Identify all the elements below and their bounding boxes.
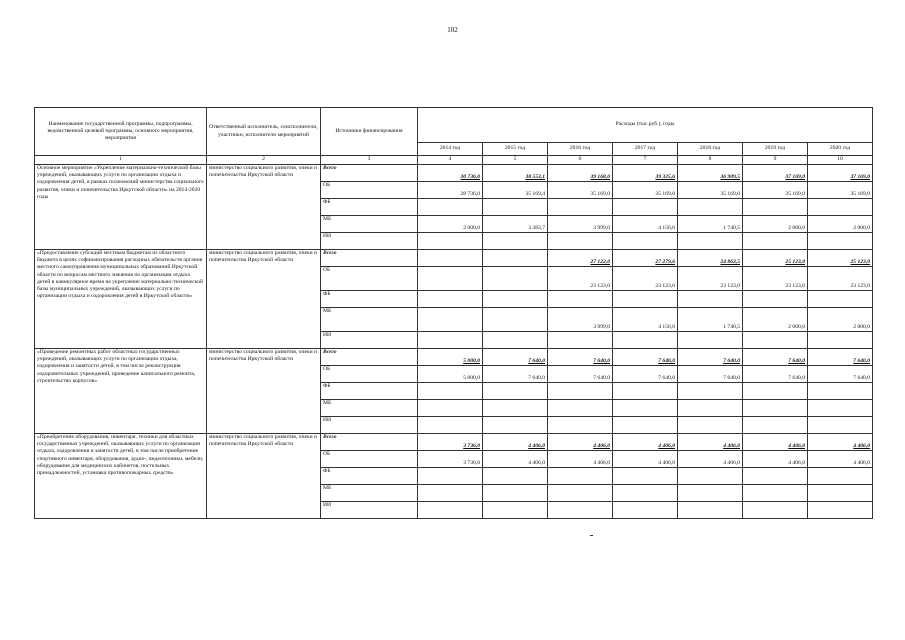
expense-value: 1 740,5 <box>678 216 743 233</box>
expense-value: 4 406,0 <box>548 434 613 451</box>
expense-value: 4 406,0 <box>613 434 678 451</box>
expense-value: 7 640,0 <box>613 349 678 366</box>
expense-value <box>678 199 743 216</box>
activity-name: Основное мероприятие «Укрепление материально-технической базы учреждений, оказывающих услуги по организации отдыха и оздоровления детей, в рамках полномочий министерства социального развития, опеки и попечительства Иркутской области» на 2014-2020 годы <box>35 165 207 250</box>
page-number: 102 <box>447 26 458 34</box>
expense-value <box>483 267 548 291</box>
expense-value: 1 740,5 <box>678 308 743 332</box>
header-col-number: 5 <box>483 156 548 165</box>
expense-value: 7 640,0 <box>678 349 743 366</box>
expense-value: 35 169,0 <box>613 182 678 199</box>
expense-value <box>613 291 678 308</box>
expense-value: 4 406,0 <box>743 451 808 468</box>
expense-value <box>613 485 678 502</box>
expense-value <box>483 417 548 434</box>
expense-value: 5 000,0 <box>418 366 483 383</box>
activity-name: «Предоставление субсидий местным бюджетам из областного бюджета в целях софинансирования расходных обязательств органов местного самоуправления муниципальных образований Иркутской области по вопросам местного значения по организации отдыха детей в каникулярное время на укрепление материально-технической базы муниципальных учреждений, оказывающих услуги по организации отдыха и оздоровления детей в Иркутской области» <box>35 250 207 349</box>
expense-value <box>613 502 678 519</box>
expenditure-table <box>34 107 873 519</box>
expense-value: 7 640,0 <box>613 366 678 383</box>
header-year: 2014 год <box>418 143 483 156</box>
expense-value <box>548 485 613 502</box>
expense-value: 35 169,0 <box>548 182 613 199</box>
expense-value <box>418 383 483 400</box>
expense-value: 28 736,0 <box>418 182 483 199</box>
expense-value <box>548 199 613 216</box>
expense-value <box>678 468 743 485</box>
expense-value <box>678 502 743 519</box>
expense-value <box>678 383 743 400</box>
expense-value: 3 736,0 <box>418 434 483 451</box>
expense-value <box>483 332 548 349</box>
expense-value: 37 169,0 <box>808 165 873 182</box>
expense-value <box>743 383 808 400</box>
expense-value <box>743 417 808 434</box>
expense-value <box>483 291 548 308</box>
funding-source: ФБ <box>321 468 418 485</box>
expense-value: 4 406,0 <box>613 451 678 468</box>
expense-value <box>678 400 743 417</box>
header-name: Наименование государственной программы, подпрограммы, ведомственной целевой программы, основного мероприятия, мероприятия <box>35 108 207 156</box>
expense-value <box>743 502 808 519</box>
expense-value: 3 736,0 <box>418 451 483 468</box>
expense-value <box>743 332 808 349</box>
expense-value: 4 406,0 <box>808 434 873 451</box>
expense-value <box>613 199 678 216</box>
expense-value: 23 123,0 <box>808 267 873 291</box>
funding-source: ФБ <box>321 383 418 400</box>
expense-value <box>678 485 743 502</box>
header-col-number: 7 <box>613 156 678 165</box>
activity-executor: министерство социального развития, опеки и попечительства Иркутской области <box>207 434 321 519</box>
expense-value: 4 406,0 <box>483 451 548 468</box>
table-row <box>35 250 873 267</box>
expense-value: 7 640,0 <box>548 349 613 366</box>
expense-value <box>808 233 873 250</box>
expense-value <box>548 417 613 434</box>
funding-source: ФБ <box>321 291 418 308</box>
funding-source: ОБ <box>321 182 418 199</box>
expense-value: 35 169,4 <box>483 182 548 199</box>
expense-value: 35 169,0 <box>678 182 743 199</box>
expense-value: 25 123,0 <box>808 250 873 267</box>
activity-executor: министерство социального развития, опеки и попечительства Иркутской области <box>207 349 321 434</box>
funding-source: Всего <box>321 434 418 451</box>
expense-value <box>613 233 678 250</box>
expense-value <box>613 400 678 417</box>
expense-value <box>483 502 548 519</box>
expense-value <box>808 291 873 308</box>
expense-value <box>483 308 548 332</box>
expense-value: 39 325,6 <box>613 165 678 182</box>
expense-value <box>808 383 873 400</box>
expense-value <box>483 485 548 502</box>
expense-value: 2 000,0 <box>743 216 808 233</box>
header-year: 2018 год <box>678 143 743 156</box>
expense-value: 7 640,0 <box>483 349 548 366</box>
expense-value: 27 279,6 <box>613 250 678 267</box>
header-col-number: 2 <box>207 156 321 165</box>
expense-value: 2 000,0 <box>743 308 808 332</box>
funding-source: ОБ <box>321 267 418 291</box>
expense-value <box>418 199 483 216</box>
expense-value <box>743 400 808 417</box>
funding-source: Всего <box>321 250 418 267</box>
header-col-number: 10 <box>808 156 873 165</box>
funding-source: МБ <box>321 308 418 332</box>
funding-source: ИИ <box>321 502 418 519</box>
expense-value <box>678 291 743 308</box>
funding-source: МБ <box>321 216 418 233</box>
activity-name: «Приобретение оборудования, инвентаря, техники для областных государственных учреждений, оказывающих услуги по организации отдыха, оздоровления и занятости детей, в том числе приобретение спортивного инвентаря, оборудования, аудио-, видеотехники, мебели, оборудования для медицинских кабинетов, постельных принадлежностей, установка противопожарных средств» <box>35 434 207 519</box>
expense-value: 7 640,0 <box>743 366 808 383</box>
expense-value <box>743 485 808 502</box>
funding-source: ОБ <box>321 366 418 383</box>
expense-value <box>808 400 873 417</box>
expense-value: 5 000,0 <box>418 349 483 366</box>
expense-value: 4 406,0 <box>678 434 743 451</box>
expense-value <box>808 468 873 485</box>
expense-value: 7 640,0 <box>678 366 743 383</box>
expense-value <box>418 400 483 417</box>
header-col-number: 4 <box>418 156 483 165</box>
expense-value: 3 383,7 <box>483 216 548 233</box>
expense-value <box>548 502 613 519</box>
activity-name: «Проведение ремонтных работ областных государственных учреждений, оказывающих услуги по организации отдыха, оздоровления и занятости детей, в том числе реконструкция оздоровительных учреждений, проведение капитального ремонта, строительство корпусов» <box>35 349 207 434</box>
expense-value <box>808 199 873 216</box>
expense-value: 7 640,0 <box>548 366 613 383</box>
expense-value: 3 999,0 <box>548 308 613 332</box>
expense-value <box>483 468 548 485</box>
activity-executor: министерство социального развития, опеки и попечительства Иркутской области <box>207 165 321 250</box>
header-expenses: Расходы (тыс.руб.), годы <box>418 108 873 143</box>
expense-value: 35 169,0 <box>808 182 873 199</box>
expense-value <box>483 233 548 250</box>
header-year: 2015 год <box>483 143 548 156</box>
expense-value <box>613 468 678 485</box>
expense-value: 4 406,0 <box>483 434 548 451</box>
expense-value: 4 406,0 <box>678 451 743 468</box>
expense-value <box>418 332 483 349</box>
expense-value: 7 640,0 <box>808 349 873 366</box>
scan-mark <box>590 535 593 536</box>
expense-value <box>678 233 743 250</box>
expense-value <box>483 400 548 417</box>
expense-value: 4 406,0 <box>743 434 808 451</box>
funding-source: Всего <box>321 349 418 366</box>
expense-value <box>483 199 548 216</box>
funding-source: ИИ <box>321 332 418 349</box>
header-year: 2017 год <box>613 143 678 156</box>
expense-value: 4 156,6 <box>613 216 678 233</box>
expense-value: 7 640,0 <box>743 349 808 366</box>
header-year: 2016 год <box>548 143 613 156</box>
expense-value <box>418 267 483 291</box>
expense-value <box>548 383 613 400</box>
funding-source: ИИ <box>321 417 418 434</box>
header-col-number: 6 <box>548 156 613 165</box>
expense-value <box>743 233 808 250</box>
expense-value <box>808 332 873 349</box>
expense-value: 23 123,0 <box>613 267 678 291</box>
expense-value <box>418 291 483 308</box>
expense-value <box>483 383 548 400</box>
expense-value <box>548 291 613 308</box>
header-year: 2020 год <box>808 143 873 156</box>
expense-value <box>808 417 873 434</box>
expense-value <box>808 502 873 519</box>
header-col-number: 1 <box>35 156 207 165</box>
expense-value: 27 122,0 <box>548 250 613 267</box>
expense-value: 30 736,0 <box>418 165 483 182</box>
expense-value: 3 999,0 <box>548 216 613 233</box>
expense-value: 2 000,0 <box>808 308 873 332</box>
expense-value: 7 640,0 <box>483 366 548 383</box>
expense-value: 37 169,0 <box>743 165 808 182</box>
expense-value: 39 168,0 <box>548 165 613 182</box>
header-col-number: 3 <box>321 156 418 165</box>
funding-source: ОБ <box>321 451 418 468</box>
funding-source: МБ <box>321 485 418 502</box>
expense-value: 4 156,6 <box>613 308 678 332</box>
expense-value <box>678 332 743 349</box>
header-executor: Ответственный исполнитель, соисполнители, участники, исполнители мероприятий <box>207 108 321 156</box>
expense-value: 35 169,0 <box>743 182 808 199</box>
funding-source: ФБ <box>321 199 418 216</box>
header-source: Источники финансирования <box>321 108 418 156</box>
expense-value <box>613 383 678 400</box>
expense-value: 38 553,1 <box>483 165 548 182</box>
expense-value <box>743 291 808 308</box>
expense-value: 25 123,0 <box>743 250 808 267</box>
expense-value <box>418 250 483 267</box>
expense-value <box>808 485 873 502</box>
expense-value <box>678 417 743 434</box>
expense-value <box>418 308 483 332</box>
header-col-number: 9 <box>743 156 808 165</box>
expense-value <box>613 332 678 349</box>
header-col-number: 8 <box>678 156 743 165</box>
expense-value: 36 909,5 <box>678 165 743 182</box>
expense-value <box>548 233 613 250</box>
table-row <box>35 165 873 182</box>
expense-value: 23 123,0 <box>678 267 743 291</box>
expense-value <box>548 400 613 417</box>
expense-value: 23 123,0 <box>548 267 613 291</box>
expense-value: 2 000,0 <box>418 216 483 233</box>
expense-value <box>613 417 678 434</box>
funding-source: МБ <box>321 400 418 417</box>
activity-executor: министерство социального развития, опеки и попечительства Иркутской области <box>207 250 321 349</box>
expense-value <box>418 502 483 519</box>
expense-value <box>548 468 613 485</box>
expense-value: 23 123,0 <box>743 267 808 291</box>
table-row <box>35 434 873 451</box>
expense-value: 24 863,5 <box>678 250 743 267</box>
expense-value <box>418 417 483 434</box>
expense-value <box>483 250 548 267</box>
expense-value: 4 406,0 <box>548 451 613 468</box>
expense-value: 4 406,0 <box>808 451 873 468</box>
expense-value <box>743 468 808 485</box>
expense-value <box>548 332 613 349</box>
funding-source: ИИ <box>321 233 418 250</box>
expense-value <box>418 468 483 485</box>
expense-value <box>418 233 483 250</box>
funding-source: Всего <box>321 165 418 182</box>
expense-value: 2 000,0 <box>808 216 873 233</box>
expense-value: 7 640,0 <box>808 366 873 383</box>
table-row <box>35 349 873 366</box>
expense-value <box>418 485 483 502</box>
expense-value <box>743 199 808 216</box>
header-year: 2019 год <box>743 143 808 156</box>
